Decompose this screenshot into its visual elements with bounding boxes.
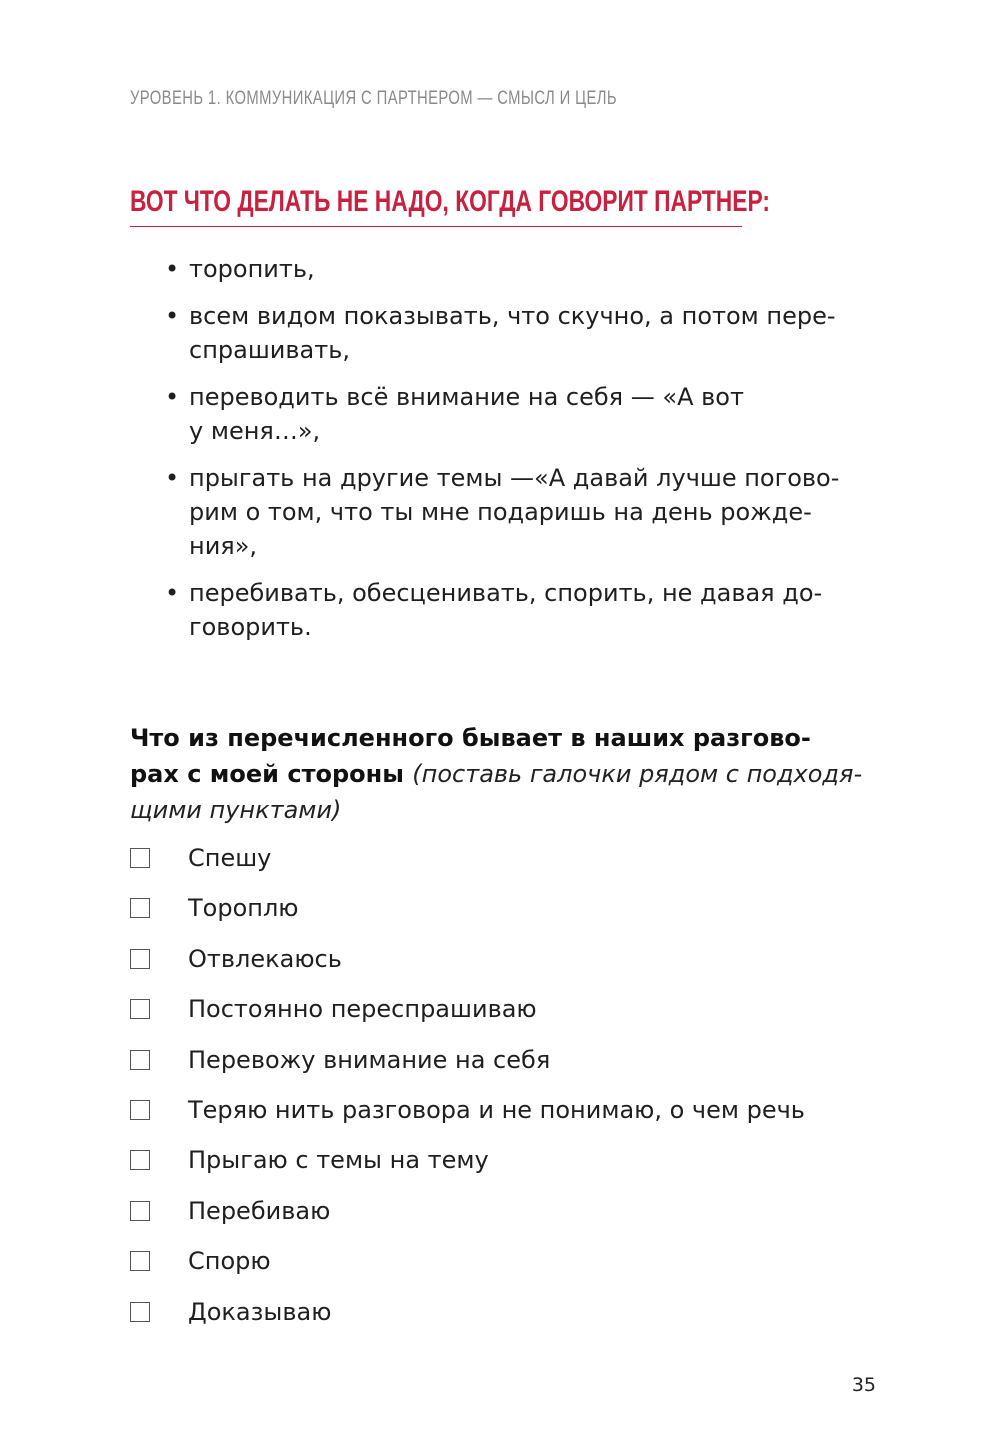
checklist [130,840,870,1344]
list-item-text: ния», [189,532,258,560]
bullet-icon: • [165,255,180,283]
checklist-item [130,890,870,940]
checklist-item [130,1193,870,1243]
list-item [163,299,863,367]
bullet-icon: • [165,579,180,607]
checkbox[interactable] [130,1201,150,1221]
list-item [163,461,863,563]
checkbox[interactable] [130,1251,150,1271]
checklist-item [130,1092,870,1142]
checklist-item [130,1294,870,1344]
checklist-label: Отвлекаюсь [188,944,342,973]
question-instruction: щими пунктами) [130,796,342,824]
bullet-icon: • [165,302,180,330]
question-prompt [130,720,870,828]
section-title-underline [130,185,770,227]
list-item [163,252,863,286]
checklist-label: Перевожу внимание на себя [188,1045,551,1074]
list-item-text: прыгать на другие темы —«А давай лучше погово- [189,464,840,492]
checkbox[interactable] [130,949,150,969]
question-bold-line: рах с моей стороны [130,760,413,788]
checklist-item [130,991,870,1041]
list-item [163,576,863,644]
checklist-item [130,941,870,991]
checklist-label: Постоянно переспрашиваю [188,995,537,1024]
list-item-text: перебивать, обесценивать, спорить, не давая до- [189,579,823,607]
checkbox[interactable] [130,1150,150,1170]
checkbox[interactable] [130,1100,150,1120]
list-item-text: говорить. [189,613,312,641]
checkbox[interactable] [130,848,150,868]
list-item [163,380,863,448]
list-item-text: торопить, [189,255,315,283]
section-title: ВОТ ЧТО ДЕЛАТЬ НЕ НАДО, КОГДА ГОВОРИТ ПАРТНЕР: [130,185,770,218]
list-item-text: переводить всё внимание на себя — «А вот [189,383,744,411]
checkbox[interactable] [130,999,150,1019]
list-item-text: рим о том, что ты мне подаришь на день рожде- [189,498,812,526]
checklist-label: Прыгаю с темы на тему [188,1146,489,1175]
checklist-label: Спорю [188,1247,271,1276]
checkbox[interactable] [130,1050,150,1070]
question-bold-line: Что из перечисленного бывает в наших разгово- [130,724,811,752]
page-number: 35 [851,1374,876,1396]
checklist-label: Доказываю [188,1297,332,1326]
bullet-icon: • [165,383,180,411]
checkbox[interactable] [130,898,150,918]
running-header: УРОВЕНЬ 1. КОММУНИКАЦИЯ С ПАРТНЕРОМ — СМЫСЛ И ЦЕЛЬ [130,88,618,109]
checklist-label: Спешу [188,844,272,872]
checkbox[interactable] [130,1302,150,1322]
checklist-item [130,1042,870,1092]
checklist-label: Перебиваю [188,1196,331,1225]
checklist-item [130,1243,870,1293]
list-item-text: спрашивать, [189,336,350,364]
checklist-label: Теряю нить разговора и не понимаю, о чем речь [188,1095,805,1124]
dont-do-list [163,252,863,657]
question-instruction: (поставь галочки рядом с подходя- [412,760,863,788]
checklist-label: Тороплю [188,894,299,923]
list-item-text: у меня…», [189,417,321,445]
bullet-icon: • [165,464,180,492]
checklist-item [130,1142,870,1192]
list-item-text: всем видом показывать, что скучно, а потом пере- [189,302,836,330]
checklist-item [130,840,870,890]
